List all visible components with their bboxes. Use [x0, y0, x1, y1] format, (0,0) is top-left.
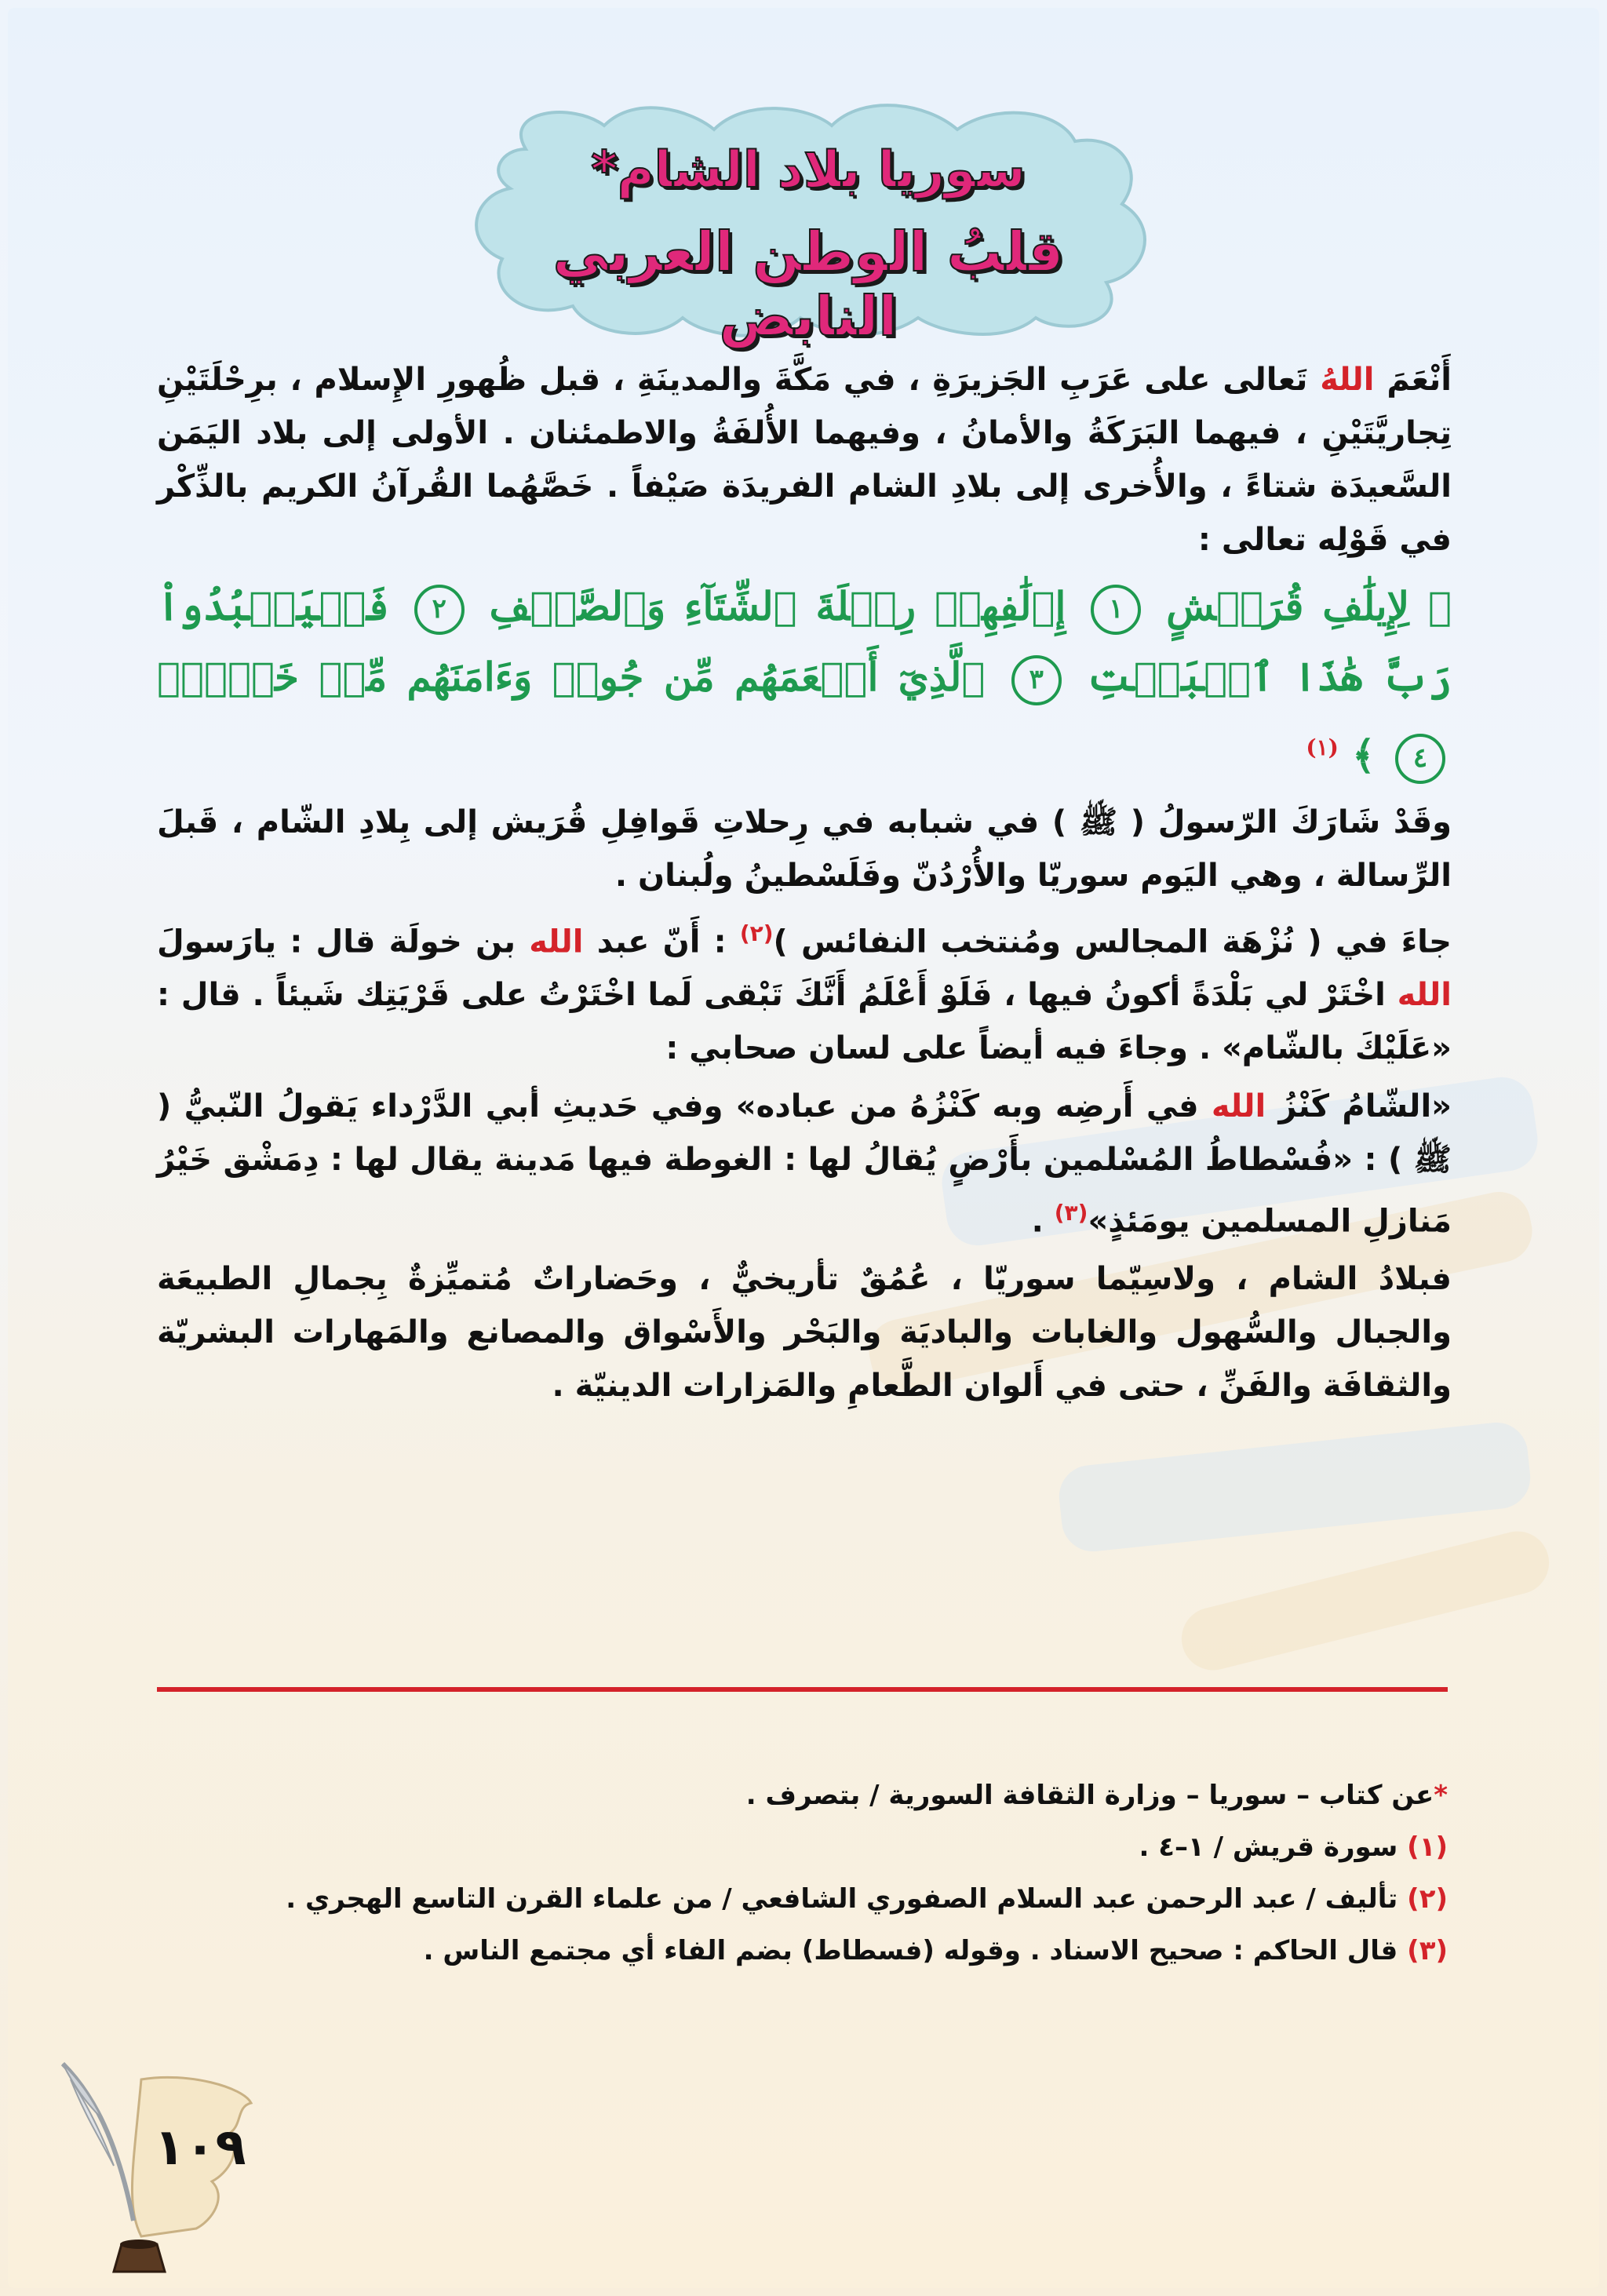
ayah-number-marker: ٤ — [1395, 734, 1445, 784]
text-run: جاءَ في ( نُزْهَة المجالس ومُنتخب النفائس ) — [773, 923, 1452, 960]
text-run: فبلادُ الشام ، ولاسِيّما سوريّا ، عُمُقٌ تأريخيٌّ ، وحَضاراتٌ مُتميِّزةٌ بِجمالِ الطبيعَة والجبال والسُّهول والغابات والباديَة والبَحْر والأَسْواق والمصانع والمَهارات البشريّة والثقافَة والفَنِّ ، حتى في أَلوان الطَّعامِ والمَزارات الدينيّة . — [157, 1261, 1452, 1405]
quran-text: إِۦلَٰفِهِمۡ رِحۡلَةَ ٱلشِّتَآءِ وَٱلصَّيۡفِ — [489, 583, 1066, 629]
article-body — [157, 353, 1452, 1417]
quran-text: ٱلَّذِيٓ أَطۡعَمَهُم مِّن جُوعٖ وَءَامَنَهُم مِّنۡ خَوۡفِۭ — [157, 654, 986, 700]
divine-name: الله — [1211, 1088, 1266, 1124]
paragraph-hadith — [157, 1080, 1452, 1248]
text-run: . — [1031, 1203, 1055, 1240]
text-run: اخْتَرْ لي بَلْدَةً أكونُ فيها ، فَلَوْ أَعْلَمُ أَنَّكَ تَبْقى لَما اخْتَرْتُ على قَرْيَتِك شَيئاً . قال : «عَلَيْكَ بالشّام» . وجاءَ فيه أيضاً على لسان صحابي : — [157, 976, 1452, 1066]
footnote-reference: (١) — [1306, 734, 1339, 760]
footnote-reference: (٢) — [739, 920, 774, 946]
footnote-text: تأليف / عبد الرحمن عبد السلام الصفوري الشافعي / من علماء القرن التاسع الهجري . — [286, 1883, 1408, 1915]
footnote-1 — [157, 1821, 1448, 1873]
footnote-text: عن كتاب – سوريا – وزارة الثقافة السورية / بتصرف . — [745, 1780, 1434, 1811]
title-block — [455, 94, 1161, 348]
text-run: تَعالى على عَرَبِ الجَزيرَةِ ، في مَكَّةَ والمدينَةِ ، قبل ظُهورِ الإِسلام ، برِحْلَتَيْنِ تِجاريَّتَيْنِ ، فيهما البَرَكَةُ والأمانُ ، وفيهما الأُلفَةُ والاطمئنان . الأولى إلى بلاد اليَمَن السَّعيدَة شتاءً ، والأُخرى إلى بلادِ الشام الفريدَة صَيْفاً . خَصَّهُما القُرآنُ الكريم بالذِّكْر في قَوْلِه تعالى : — [157, 362, 1452, 558]
text-run: في أَرضِه وبه كَنْزُهُ من عباده» وفي حَديثِ أبي الدَّرْداء يَقولُ النّبيُّ ( ﷺ ) : «فُسْطاطُ المُسْلمين بأَرْضٍ يُقالُ لها : الغوطة فيها مَدينة يقال لها : دِمَشْق خَيْرُ مَنازلِ المسلمين يومَئذٍ» — [157, 1088, 1452, 1240]
quran-bracket: ﴾ — [1352, 731, 1376, 778]
footnote-source — [157, 1769, 1448, 1821]
text-run: وقَدْ شَارَكَ الرّسولُ ( ﷺ ) في شبابه في رِحلاتِ قَوافِلِ قُرَيش إلى بِلادِ الشّام ، قَبلَ الرِّسالة ، وهي اليَوم سوريّا والأُرْدُنّ وفَلَسْطينُ ولُبنان . — [157, 804, 1452, 894]
paragraph-conclusion — [157, 1252, 1452, 1412]
footnote-3 — [157, 1925, 1448, 1977]
footnote-2 — [157, 1873, 1448, 1925]
quran-text: ﴿ لِإِيلَٰفِ قُرَيۡشٍ — [1166, 583, 1452, 629]
quran-verse-block — [157, 571, 1452, 791]
paragraph-nuzhat — [157, 907, 1452, 1075]
page-number: ١٠٩ — [154, 2119, 246, 2177]
paragraph-prophet-journeys — [157, 796, 1452, 902]
divine-name: اللهُ — [1320, 362, 1375, 398]
footnote-number: (٢) — [1407, 1883, 1448, 1915]
title-line-2: قلبُ الوطن العربي النابض — [552, 220, 1064, 348]
footnote-text: قال الحاكم : صحيح الاسناد . وقوله (فسطاط) بضم الفاء أي مجتمع الناس . — [423, 1935, 1408, 1966]
title-line-1: سوريا بلاد الشام* — [591, 141, 1026, 199]
divine-name: الله — [1397, 976, 1452, 1013]
ayah-number-marker: ٣ — [1011, 655, 1062, 705]
ayah-number-marker: ١ — [1091, 585, 1141, 635]
quran-text: فَلۡيَعۡبُدُواْ رَبَّ هَٰذَا ٱلۡبَيۡتِ — [157, 583, 1452, 700]
text-run: أَنْعَمَ — [1374, 362, 1452, 398]
ayah-number-marker: ٢ — [414, 585, 465, 635]
footnote-number: (٣) — [1407, 1935, 1448, 1966]
footnote-number: (١) — [1407, 1831, 1448, 1863]
footnote-star: * — [1434, 1780, 1448, 1811]
text-run: : أَنّ عبد — [583, 923, 740, 960]
footnote-reference: (٣) — [1054, 1199, 1088, 1226]
divine-name: الله — [529, 923, 584, 960]
text-run: بن خولَة قال : يارَسولَ — [157, 923, 530, 960]
footnotes — [157, 1769, 1448, 1977]
paragraph-intro — [157, 353, 1452, 567]
footnote-text: سورة قريش / ١–٤ . — [1139, 1831, 1408, 1863]
text-run: «الشّامُ كَنْزُ — [1266, 1088, 1452, 1124]
footnote-divider — [157, 1687, 1448, 1692]
